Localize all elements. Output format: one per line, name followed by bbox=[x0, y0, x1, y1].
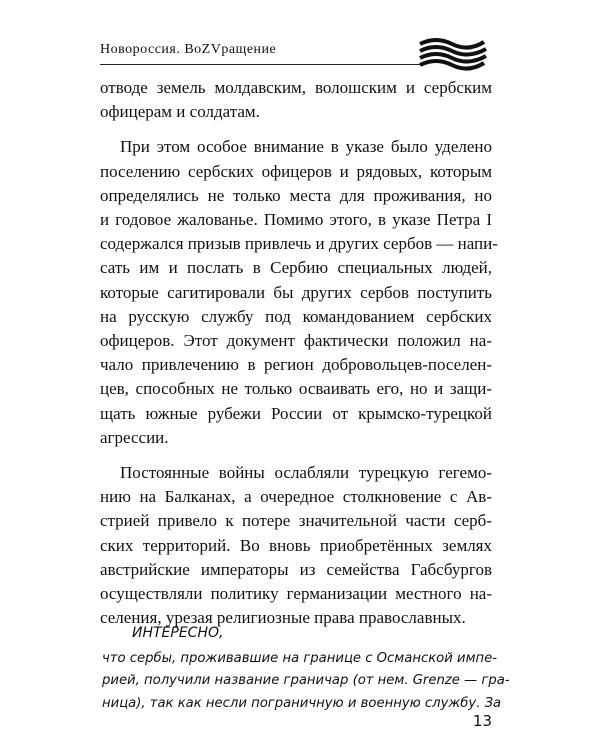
header-rule bbox=[100, 64, 420, 65]
running-header-title: Новороссия. BoZVращение bbox=[100, 42, 277, 57]
body-text bbox=[100, 76, 498, 641]
paragraph bbox=[100, 135, 498, 450]
wave-stripes-logo bbox=[418, 34, 488, 74]
text-line: агрессии. bbox=[100, 427, 169, 447]
text-line: цев, способных не только осваивать его, но и защи- bbox=[100, 379, 492, 399]
paragraph bbox=[100, 461, 492, 630]
text-line: на русскую службу под командованием сербских bbox=[100, 306, 492, 326]
text-line: Постоянные войны ослабляли турецкую гегемо- bbox=[120, 463, 492, 483]
note-line: что сербы, проживавшие на границе с Османской импе- bbox=[102, 650, 498, 666]
text-line: отводе земель молдавским, волошским и сербским bbox=[100, 78, 492, 97]
text-line: При этом особое внимание в указе было уделено bbox=[120, 137, 492, 157]
text-line: нию на Балканах, а очередное столкновение с Ав- bbox=[100, 487, 492, 507]
text-line: и годовое жалованье. Помимо этого, в указе Петра I bbox=[100, 210, 492, 230]
text-line: офицеров. Этот документ фактически положил на- bbox=[100, 331, 492, 351]
text-line: щать южные рубежи России от крымско-турецкой bbox=[100, 403, 492, 423]
text-line: офицерам и солдатам. bbox=[100, 102, 260, 122]
text-line: австрийские императоры из семейства Габсбургов bbox=[100, 559, 492, 579]
text-line: поселению сербских офицеров и рядовых, которым bbox=[100, 161, 492, 181]
text-line: сать им и послать в Сербию специальных людей, bbox=[100, 258, 492, 278]
text-line: содержался призыв привлечь и других сербов — напи- bbox=[100, 234, 498, 254]
note-heading: ИНТЕРЕСНО, bbox=[132, 625, 224, 641]
text-line: чало привлечению в регион добровольцев-поселен- bbox=[100, 355, 492, 375]
note-line: рией, получили название граничар (от нем. Grenze — гра- bbox=[102, 673, 510, 689]
paragraph bbox=[100, 76, 492, 124]
text-line: стрией привело к потере значительной части серб- bbox=[100, 511, 492, 531]
note-line: ница), так как несли пограничную и военную службу. За bbox=[102, 695, 502, 711]
text-line: осуществляли политику германизации местного на- bbox=[100, 584, 492, 604]
text-line: определялись не только места для проживания, но bbox=[100, 185, 492, 205]
text-line: селения, урезая религиозные права православных. bbox=[100, 608, 466, 628]
text-line: ских территорий. Во вновь приобретённых землях bbox=[100, 535, 492, 555]
interesting-fact-box bbox=[102, 622, 510, 715]
page-number: 13 bbox=[472, 712, 492, 730]
text-line: которые сагитировали бы других сербов поступить bbox=[100, 282, 492, 302]
